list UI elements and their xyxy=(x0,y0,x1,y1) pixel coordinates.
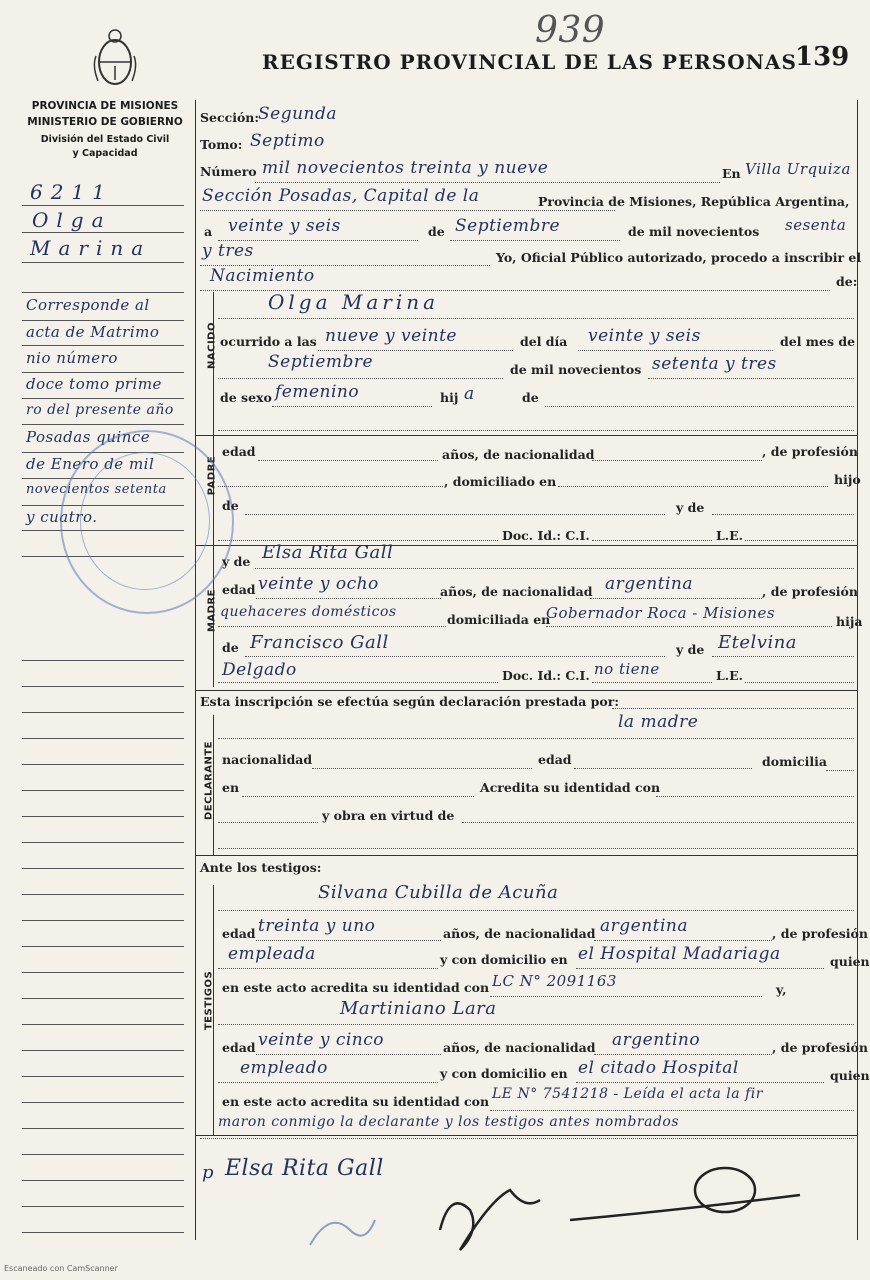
margin-line-5: ro del presente año xyxy=(26,402,174,418)
value-anio-nac: setenta y tres xyxy=(652,354,777,374)
margin-line-1: Corresponde al xyxy=(26,296,150,314)
value-cierre: maron conmigo la declarante y los testigos antes nombrados xyxy=(218,1114,680,1130)
margin-name-1: Olga xyxy=(32,208,112,232)
label-tomo: Tomo: xyxy=(200,137,243,152)
testigos-end-rule xyxy=(195,1135,857,1136)
value-hijo-suf: a xyxy=(464,384,475,404)
label-hijo: hij xyxy=(440,390,459,405)
label-padre-prof: , de profesión xyxy=(762,444,858,459)
label-de-mil-2: de mil novecientos xyxy=(510,362,642,377)
value-t2-edad: veinte y cinco xyxy=(258,1030,385,1050)
side-label-padre: PADRE xyxy=(206,455,218,496)
label-de-mil: de mil novecientos xyxy=(628,224,760,239)
margin-line-9: y cuatro. xyxy=(26,508,98,526)
label-ante: Ante los testigos: xyxy=(200,860,322,875)
margin-line-2: acta de Matrimo xyxy=(26,323,160,341)
value-t2-nombre: Martiniano Lara xyxy=(340,998,497,1019)
signature-madre: Elsa Rita Gall xyxy=(225,1156,384,1181)
value-t1-nombre: Silvana Cubilla de Acuña xyxy=(318,882,559,903)
coat-of-arms-icon xyxy=(90,26,140,94)
label-madre-y-de-2: y de xyxy=(676,642,705,657)
division-heading-2: y Capacidad xyxy=(72,148,138,159)
value-anio-2: y tres xyxy=(202,241,254,261)
declarante-testigos-rule xyxy=(195,855,857,856)
label-t2-prof: , de profesión xyxy=(772,1040,868,1055)
value-madre-nac: argentina xyxy=(605,574,694,594)
value-tomo: Septimo xyxy=(250,131,325,151)
value-madre-doc: no tiene xyxy=(594,660,660,678)
signature-oficial-icon xyxy=(560,1155,810,1235)
label-madre-le: L.E. xyxy=(716,668,744,683)
label-y: y, xyxy=(776,982,787,997)
label-t1-quien: quien xyxy=(830,954,870,969)
value-t2-prof: empleado xyxy=(240,1058,328,1078)
signature-prefix: p xyxy=(202,1162,215,1183)
label-madre-edad: edad xyxy=(222,582,256,597)
margin-line-8: novecientos setenta xyxy=(26,482,167,497)
margin-line-4: doce tomo prime xyxy=(26,375,162,393)
label-madre-doc: Doc. Id.: C.I. xyxy=(502,668,590,683)
margin-name-2: Marina xyxy=(30,236,152,260)
value-t1-doc: LC N° 2091163 xyxy=(492,972,617,990)
side-label-madre: MADRE xyxy=(206,588,218,633)
label-padre-le: L.E. xyxy=(716,528,744,543)
nacido-padre-rule xyxy=(195,435,857,436)
label-padre-edad: edad xyxy=(222,444,256,459)
official-stamp-inner xyxy=(80,452,210,590)
value-declarante: la madre xyxy=(618,712,699,732)
value-en: Villa Urquiza xyxy=(745,160,851,178)
value-abuela: Etelvina xyxy=(718,632,798,653)
label-de-3: de xyxy=(522,390,539,405)
margin-divider xyxy=(195,100,196,1240)
label-declarante-acredita: Acredita su identidad con xyxy=(480,780,661,795)
label-t1-acredita: en este acto acredita su identidad con xyxy=(222,980,490,995)
label-madre-de: de xyxy=(222,640,239,655)
label-t2-acredita: en este acto acredita su identidad con xyxy=(222,1094,490,1109)
value-seccion-lugar: Sección Posadas, Capital de la xyxy=(202,186,480,206)
label-seccion: Sección: xyxy=(200,110,259,125)
ministry-heading: MINISTERIO DE GOBIERNO xyxy=(27,116,183,128)
label-madre-dom: domiciliada en xyxy=(447,612,551,627)
value-t1-prof: empleada xyxy=(228,944,316,964)
label-numero: Número xyxy=(200,164,257,179)
value-t2-nac: argentino xyxy=(612,1030,701,1050)
value-madre-nombre: Elsa Rita Gall xyxy=(262,542,394,563)
label-t1-prof: , de profesión xyxy=(772,926,868,941)
label-provincia: Provincia de Misiones, República Argentina, xyxy=(538,194,850,209)
label-declarante-domicilia: domicilia xyxy=(762,754,828,769)
value-madre-edad: veinte y ocho xyxy=(258,574,379,594)
margin-line-6: Posadas quince xyxy=(26,428,151,446)
value-anio-1: sesenta xyxy=(785,216,847,234)
label-t2-edad: edad xyxy=(222,1040,256,1055)
value-dia-nac: veinte y seis xyxy=(588,326,701,346)
scanner-watermark: Escaneado con CamScanner xyxy=(4,1264,118,1273)
label-madre-nac: años, de nacionalidad xyxy=(440,584,593,599)
label-sexo: de sexo xyxy=(220,390,272,405)
label-t1-nac: años, de nacionalidad xyxy=(443,926,596,941)
margin-line-7: de Enero de mil xyxy=(26,455,155,473)
label-padre-de: de xyxy=(222,498,239,513)
value-abuela-2: Delgado xyxy=(222,660,297,680)
division-heading: División del Estado Civil xyxy=(40,134,170,145)
value-dia: veinte y seis xyxy=(228,216,341,236)
label-madre-prof: , de profesión xyxy=(762,584,858,599)
label-a: a xyxy=(204,224,213,239)
label-padre-y-de: y de xyxy=(676,500,705,515)
label-madre-y-de: y de xyxy=(222,554,251,569)
label-declarante-nac: nacionalidad xyxy=(222,752,313,767)
label-declaracion: Esta inscripción se efectúa según declaración prestada por: xyxy=(200,694,619,709)
handwritten-number: 939 xyxy=(535,10,606,51)
label-t1-dom: y con domicilio en xyxy=(440,952,568,967)
value-abuelo: Francisco Gall xyxy=(250,632,389,653)
registry-title: REGISTRO PROVINCIAL DE LAS PERSONAS xyxy=(262,50,797,74)
value-t1-dom: el Hospital Madariaga xyxy=(578,944,781,964)
label-en: En xyxy=(722,166,741,181)
province-heading: PROVINCIA DE MISIONES xyxy=(31,100,179,112)
page-number: 139 xyxy=(795,42,850,72)
margin-line-3: nio número xyxy=(26,349,118,367)
madre-declarante-rule xyxy=(195,690,857,691)
value-nombre: Olga Marina xyxy=(268,290,440,314)
label-t1-edad: edad xyxy=(222,926,256,941)
label-del-dia: del día xyxy=(520,334,568,349)
value-t2-doc: LE N° 7541218 - Leída el acta la fir xyxy=(492,1086,763,1102)
side-label-declarante: DECLARANTE xyxy=(203,740,215,821)
value-madre-prof: quehaceres domésticos xyxy=(220,604,397,620)
label-padre-hijo: hijo xyxy=(834,472,861,487)
stamp-small-icon xyxy=(300,1205,380,1255)
label-de-2: de: xyxy=(836,274,858,289)
value-seccion: Segunda xyxy=(258,104,338,124)
label-padre-nac: años, de nacionalidad xyxy=(442,447,595,462)
side-label-nacido: NACIDO xyxy=(206,322,218,369)
value-mes-nac: Septiembre xyxy=(268,352,374,372)
value-numero: mil novecientos treinta y nueve xyxy=(262,158,549,178)
value-mes: Septiembre xyxy=(455,216,561,236)
label-t2-nac: años, de nacionalidad xyxy=(443,1040,596,1055)
label-oficial: Yo, Oficial Público autorizado, procedo a inscribir el xyxy=(496,250,862,265)
label-ocurrido: ocurrido a las xyxy=(220,334,317,349)
signature-testigo-1-icon xyxy=(430,1170,550,1260)
label-declarante-edad: edad xyxy=(538,752,572,767)
margin-record-no: 6211 xyxy=(30,180,113,204)
value-hora: nueve y veinte xyxy=(325,326,457,346)
value-t1-nac: argentina xyxy=(600,916,689,936)
value-t2-dom: el citado Hospital xyxy=(578,1058,739,1078)
value-madre-dom: Gobernador Roca - Misiones xyxy=(546,604,776,622)
side-label-testigos: TESTIGOS xyxy=(203,970,215,1031)
label-padre-doc: Doc. Id.: C.I. xyxy=(502,528,590,543)
label-de: de xyxy=(428,224,445,239)
label-madre-hija: hija xyxy=(836,614,863,629)
label-padre-dom: , domiciliado en xyxy=(444,474,557,489)
label-t2-quien: quien xyxy=(830,1068,870,1083)
label-declarante-en: en xyxy=(222,780,240,795)
label-declarante-obra: y obra en virtud de xyxy=(322,808,455,823)
label-del-mes: del mes de xyxy=(780,334,856,349)
value-t1-edad: treinta y uno xyxy=(258,916,376,936)
value-acto: Nacimiento xyxy=(210,266,315,286)
value-sexo: femenino xyxy=(275,382,360,402)
label-t2-dom: y con domicilio en xyxy=(440,1066,568,1081)
